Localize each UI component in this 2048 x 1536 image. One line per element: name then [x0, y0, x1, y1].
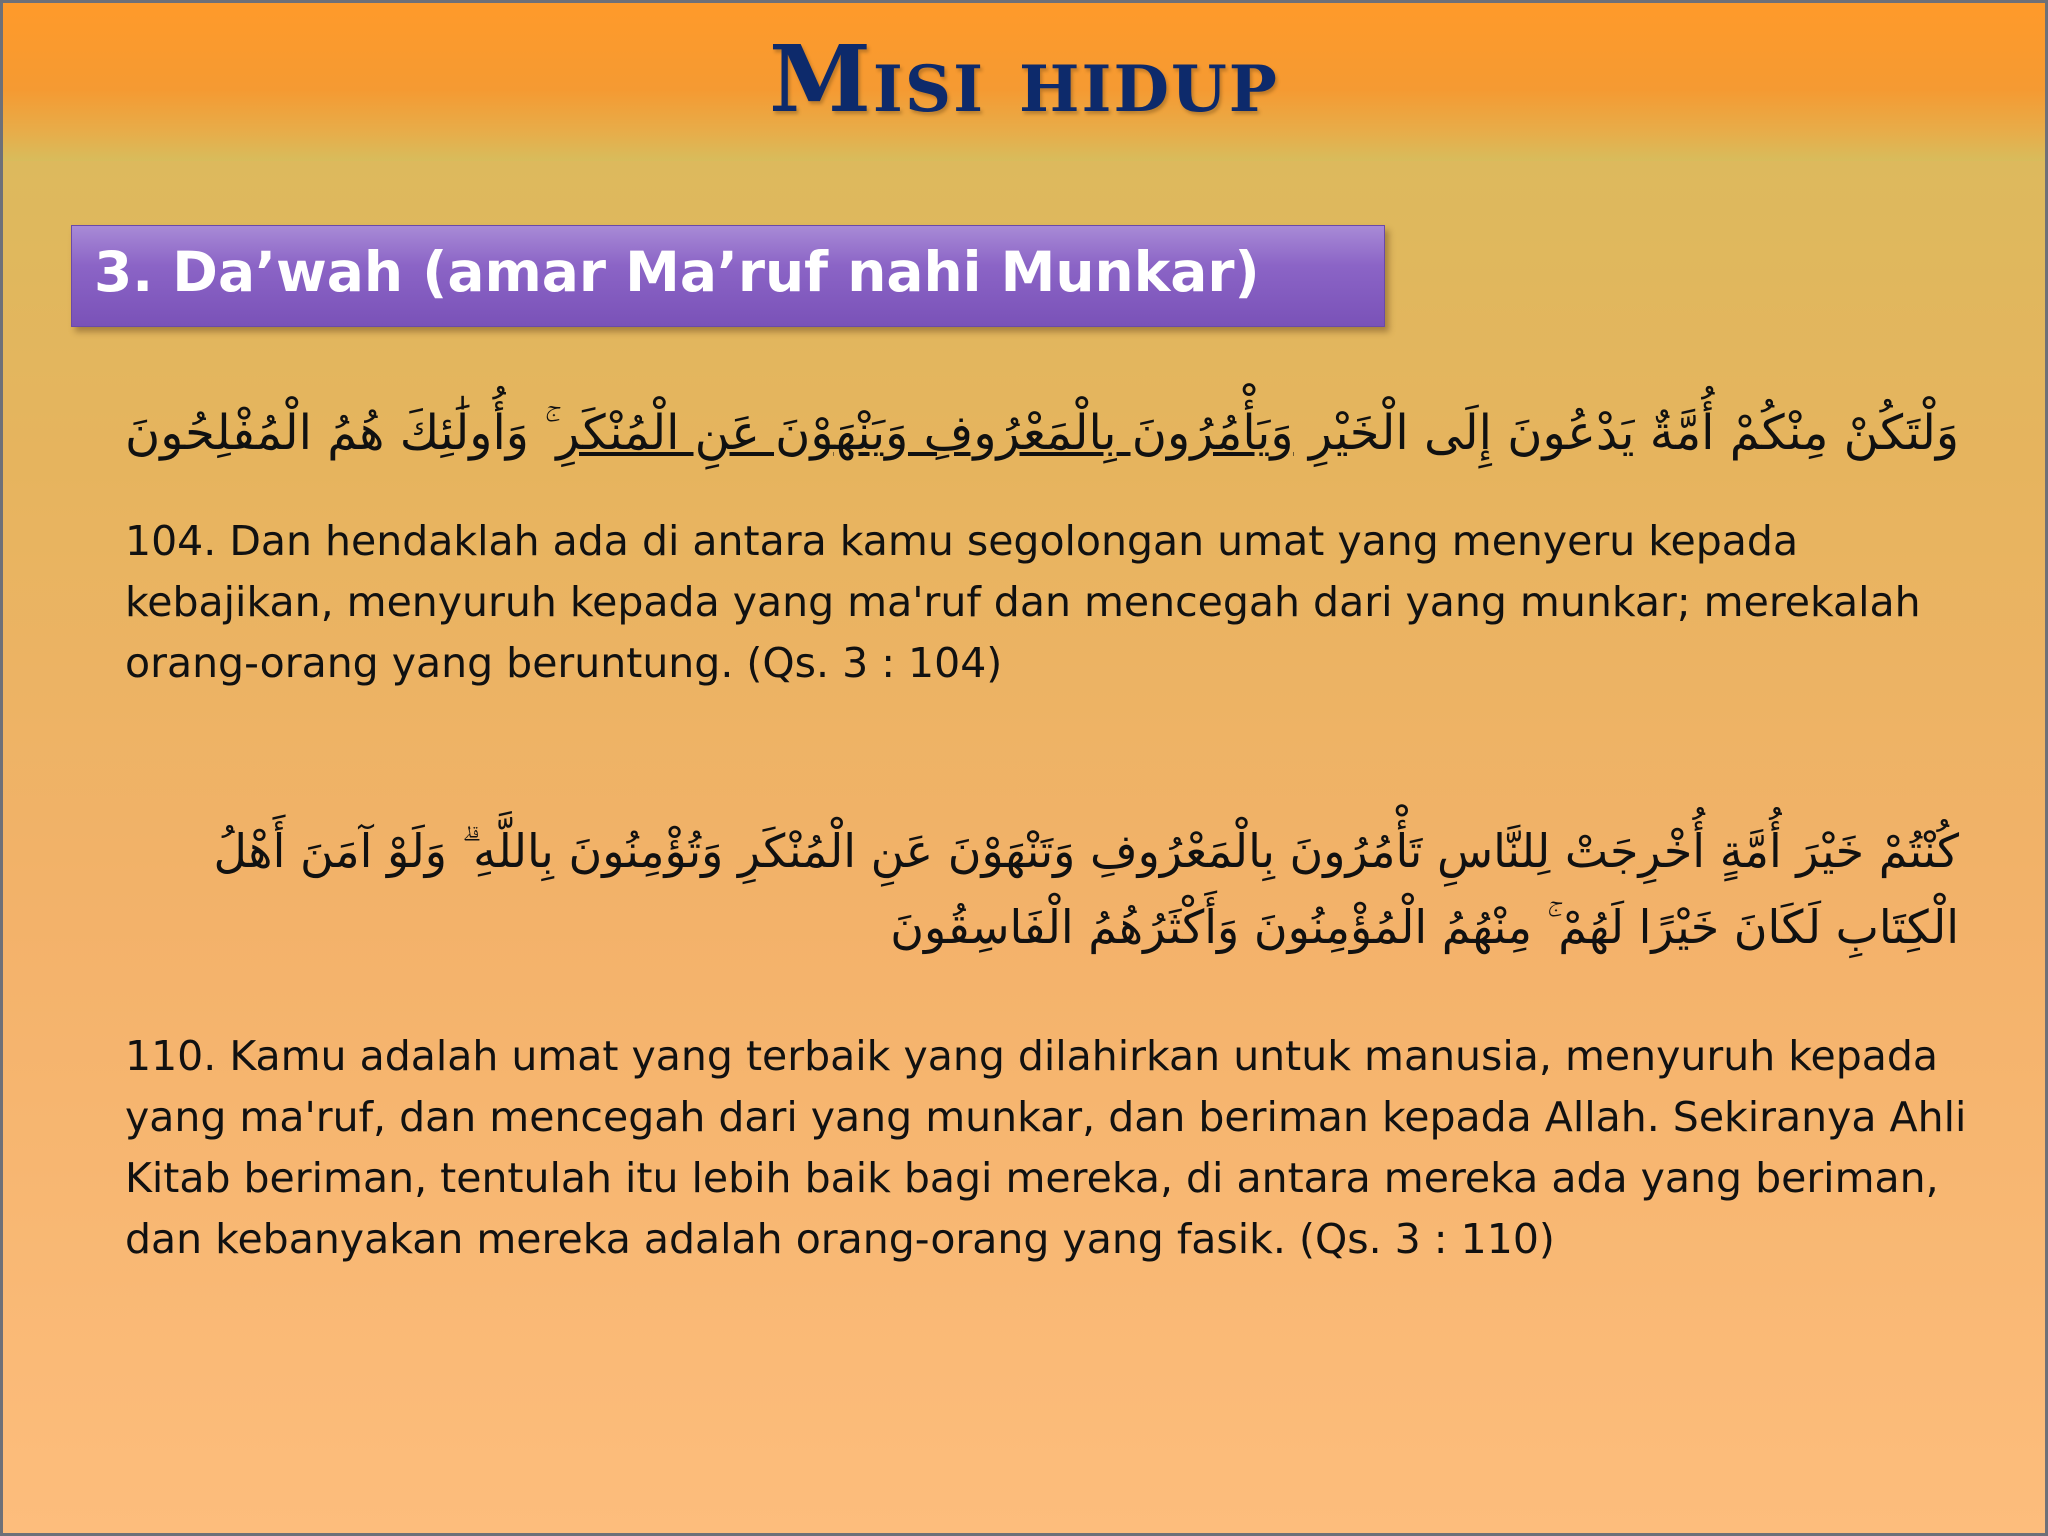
- arabic-verse-104-part1: وَلْتَكُنْ مِنْكُمْ أُمَّةٌ يَدْعُونَ إِلَى الْخَيْرِ: [1293, 405, 1959, 461]
- arabic-verse-110: كُنْتُمْ خَيْرَ أُمَّةٍ أُخْرِجَتْ لِلنَّاسِ تَأْمُرُونَ بِالْمَعْرُوفِ وَتَنْهَوْنَ عَنِ الْمُنْكَرِ وَتُؤْمِنُونَ بِاللَّهِ ۗ وَلَوْ آمَنَ أَهْلُ الْكِتَابِ لَكَانَ خَيْرًا لَهُمْ ۚ مِنْهُمُ الْمُؤْمِنُونَ وَأَكْثَرُهُمُ الْفَاسِقُونَ: [213, 824, 1959, 954]
- arabic-verse-104-part2: ۚ وَأُولَٰئِكَ هُمُ الْمُفْلِحُونَ: [125, 405, 557, 461]
- section-heading-label: 3. Da’wah (amar Ma’ruf nahi Munkar): [94, 240, 1260, 304]
- slide-title: Misi hidup: [769, 25, 1279, 133]
- arabic-verse-104-underlined: وَيَأْمُرُونَ بِالْمَعْرُوفِ وَيَنْهَوْنَ عَنِ الْمُنْكَرِ: [556, 405, 1294, 461]
- translation-verse-104: 104. Dan hendaklah ada di antara kamu segolongan umat yang menyeru kepada kebajikan, menyuruh kepada yang ma'ruf dan mencegah dari yang munkar; merekalah orang-orang yang beruntung. (Qs. 3 : 104): [125, 517, 1921, 687]
- section-heading-box: [71, 225, 1385, 327]
- translation-verse-110: 110. Kamu adalah umat yang terbaik yang dilahirkan untuk manusia, menyuruh kepada yang ma'ruf, dan mencegah dari yang munkar, dan beriman kepada Allah. Sekiranya Ahli Kitab beriman, tentulah itu lebih baik bagi mereka, di antara mereka ada yang beriman, dan kebanyakan mereka adalah orang-orang yang fasik. (Qs. 3 : 110): [125, 1032, 1967, 1263]
- arabic-verse-104: [79, 395, 1959, 471]
